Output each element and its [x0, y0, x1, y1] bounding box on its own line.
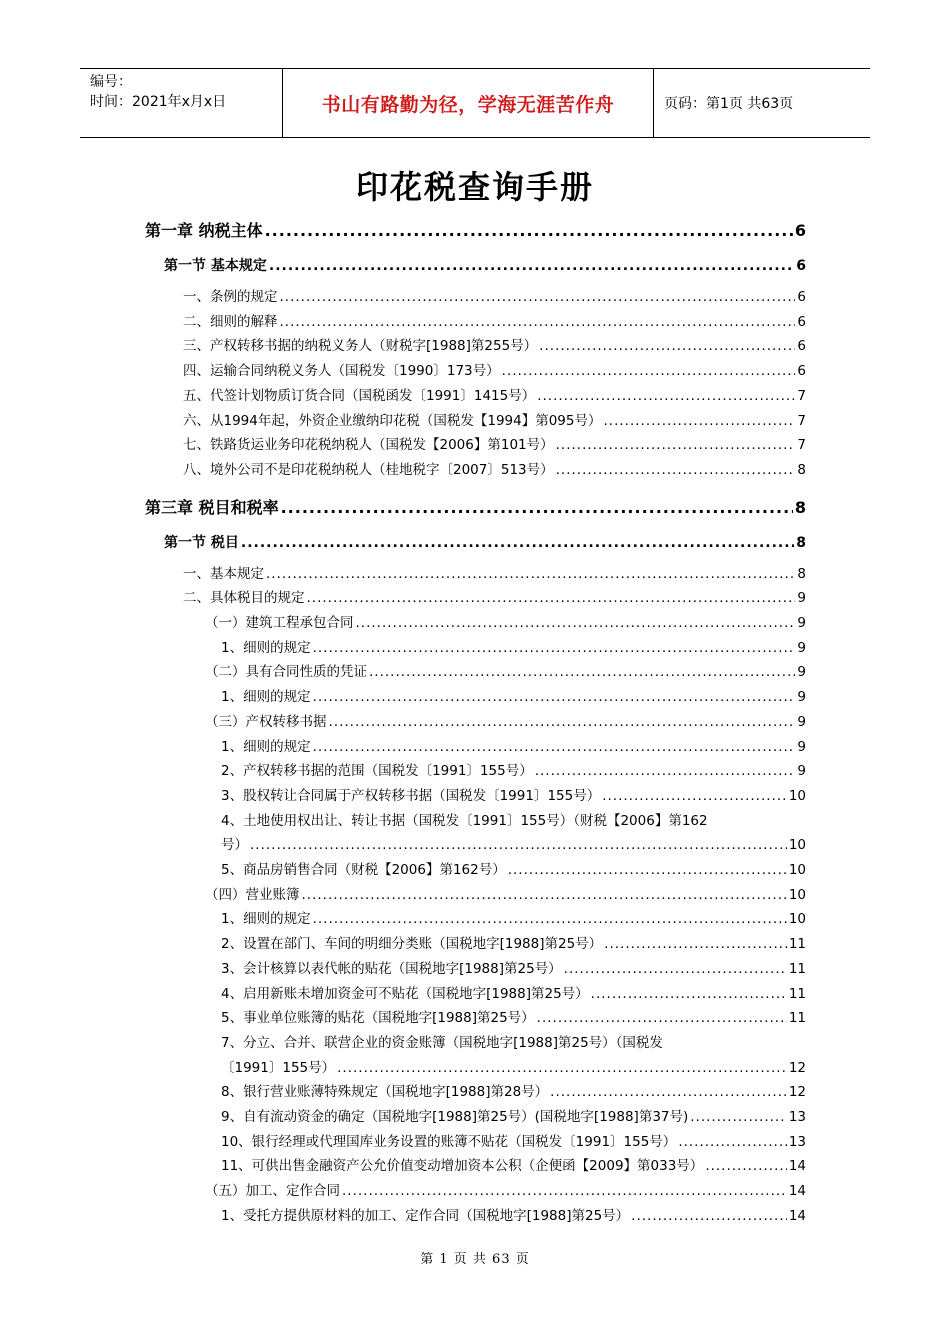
toc-leader [313, 911, 787, 927]
toc-entry[interactable] [221, 636, 806, 656]
toc-entry[interactable] [205, 710, 806, 730]
toc-entry[interactable] [205, 883, 806, 903]
toc-page-number: 6 [797, 289, 806, 305]
toc-heading[interactable] [145, 218, 806, 241]
toc-entry[interactable] [221, 1056, 806, 1076]
toc-page-number: 10 [788, 862, 806, 878]
toc-entry[interactable] [183, 359, 806, 379]
toc-entry[interactable] [221, 1154, 806, 1174]
toc-entry-text: 2、设置在部门、车间的明细分类账（国税地字[1988]第25号） [221, 936, 603, 953]
toc-page-number: 8 [796, 534, 806, 551]
toc-entry[interactable] [221, 685, 806, 705]
toc-entry[interactable] [221, 858, 806, 878]
toc-page-number: 10 [788, 911, 806, 928]
toc-entry-text: 1、细则的规定 [221, 689, 311, 706]
toc-entry[interactable] [183, 409, 806, 429]
toc-entry-text: 2、产权转移书据的范围（国税发〔1991〕155号） [221, 763, 533, 780]
toc-leader [678, 1134, 787, 1150]
toc-entry-text: 5、商品房销售合同（财税【2006】第162号） [221, 862, 506, 878]
toc-entry-text: 第三章 税目和税率 [145, 497, 279, 517]
toc-heading[interactable] [145, 495, 806, 518]
toc-page-number: 12 [788, 1084, 806, 1101]
toc-heading[interactable] [164, 255, 806, 275]
toc-page-number: 10 [788, 837, 806, 854]
toc-page-number: 9 [797, 689, 806, 706]
toc-page-number: 12 [788, 1059, 806, 1076]
toc-page-number: 13 [788, 1109, 806, 1125]
toc-page-number: 6 [797, 363, 806, 380]
toc-page-number: 9 [797, 590, 806, 607]
toc-page-number: 9 [797, 615, 806, 631]
toc-entry-text: 五、代签计划物质订货合同（国税函发〔1991〕1415号） [183, 387, 536, 404]
toc-page-number: 11 [788, 985, 806, 1002]
toc-entry[interactable] [183, 458, 806, 478]
toc-leader [266, 566, 795, 582]
toc-page-number: 7 [797, 387, 806, 404]
toc-entry[interactable] [183, 334, 806, 354]
toc-entry[interactable] [221, 1006, 806, 1026]
toc-leader [535, 763, 796, 779]
toc-leader [537, 388, 795, 404]
toc-entry-text: 1、细则的规定 [221, 911, 311, 928]
toc-page-number: 7 [797, 437, 806, 454]
toc-entry[interactable] [221, 957, 806, 977]
toc-leader [591, 986, 787, 1002]
toc-leader [280, 289, 796, 305]
toc-leader [602, 788, 787, 804]
toc-entry-text: 二、细则的解释 [183, 313, 278, 330]
toc-entry-text: 1、受托方提供原材料的加工、定作合同（国税地字[1988]第25号） [221, 1207, 630, 1224]
toc-entry-text: （五）加工、定作合同 [205, 1183, 340, 1200]
document-title: 印花税查询手册 [355, 168, 594, 206]
toc-entry[interactable] [183, 384, 806, 404]
toc-leader [313, 739, 796, 755]
page-header [80, 68, 870, 138]
toc-entry-text: 3、会计核算以表代帐的贴花（国税地字[1988]第25号） [221, 960, 562, 977]
toc-entry[interactable] [183, 433, 806, 453]
toc-leader [269, 258, 794, 274]
toc-page-number: 6 [797, 313, 806, 330]
toc-entry-text: 第一章 纳税主体 [145, 221, 263, 240]
header-meta [80, 69, 283, 137]
header-motto: 书山有路勤为径，学海无涯苦作舟 [283, 69, 654, 137]
toc-page-number: 9 [797, 738, 806, 755]
toc-entry-text: 9、自有流动资金的确定（国税地字[1988]第25号）(国税地字[1988]第37号) [221, 1109, 689, 1125]
toc-page-number: 8 [797, 565, 806, 582]
toc-leader [539, 338, 795, 354]
toc-page-number: 14 [788, 1183, 806, 1200]
toc-entry-text: 11、可供出售金融资产公允价值变动增加资本公积（企便函【2009】第033号） [221, 1158, 704, 1175]
toc-entry-text: 三、产权转移书据的纳税义务人（财税字[1988]第255号） [183, 338, 538, 355]
toc-leader [313, 689, 796, 705]
toc-entry[interactable] [221, 833, 806, 853]
toc-page-number: 10 [788, 886, 806, 903]
toc-leader [537, 1010, 787, 1026]
toc-page-number: 6 [794, 221, 806, 240]
toc-leader [550, 1084, 787, 1100]
toc-entry-text: 10、银行经理或代理国库业务设置的账簿不贴花（国税发〔1991〕155号） [221, 1133, 677, 1150]
toc-entry-text: 六、从1994年起，外资企业缴纳印花税（国税发【1994】第095号） [183, 412, 602, 429]
toc-entry-text: （四）营业账簿 [205, 886, 300, 903]
toc-page-number: 7 [797, 412, 806, 429]
toc-entry[interactable] [221, 1105, 806, 1125]
toc-entry[interactable] [221, 932, 806, 952]
toc-entry-text: 二、具体税目的规定 [183, 590, 305, 607]
toc-page-number: 14 [788, 1207, 806, 1224]
toc-leader [241, 535, 794, 551]
toc-leader [280, 314, 796, 330]
toc-leader [329, 714, 796, 730]
toc-page-number: 9 [797, 763, 806, 780]
toc-page-number: 6 [796, 258, 806, 274]
toc-entry-continuation: 号） [221, 837, 248, 854]
toc-leader [342, 1183, 787, 1199]
toc-leader [604, 936, 787, 952]
toc-entry[interactable] [205, 1179, 806, 1199]
toc-entry[interactable] [183, 586, 806, 606]
toc-leader [564, 961, 787, 977]
toc-entry[interactable] [205, 611, 806, 631]
toc-entry-text: 1、细则的规定 [221, 639, 311, 656]
toc-entry-text: 四、运输合同纳税义务人（国税发〔1990〕173号） [183, 363, 500, 380]
toc-entry-text: （一）建筑工程承包合同 [205, 615, 354, 631]
toc-entry[interactable] [221, 1130, 806, 1150]
toc-entry[interactable] [221, 759, 806, 779]
toc-leader [356, 615, 796, 631]
toc-page-number: 9 [797, 639, 806, 656]
toc-entry[interactable] [183, 562, 806, 582]
toc-leader [250, 837, 787, 853]
toc-leader [556, 437, 796, 453]
document-code-label: 编号： [90, 74, 132, 90]
toc-page-number: 11 [788, 1010, 806, 1027]
toc-page-number: 11 [788, 960, 806, 977]
toc-entry-text: 8、银行营业账薄特殊规定（国税地字[1988]第28号） [221, 1084, 549, 1101]
toc-leader [265, 221, 793, 240]
toc-leader [302, 887, 787, 903]
toc-entry-text: 3、股权转让合同属于产权转移书据（国税发〔1991〕155号） [221, 787, 601, 804]
toc-leader [690, 1109, 787, 1125]
toc-entry-text: 第一节 税目 [164, 534, 239, 551]
toc-entry-text: 八、境外公司不是印花税纳税人（桂地税字〔2007〕513号） [183, 461, 554, 478]
toc-leader [508, 862, 787, 878]
toc-page-number: 8 [794, 497, 806, 517]
toc-entry-text: 1、细则的规定 [221, 738, 311, 755]
toc-page-number: 13 [788, 1133, 806, 1150]
toc-entry[interactable] [205, 660, 806, 680]
toc-entry-text: 第一节 基本规定 [164, 258, 267, 274]
toc-leader [631, 1208, 787, 1224]
document-date: 时间：2021年x月x日 [90, 94, 227, 110]
toc-leader [337, 1060, 787, 1076]
toc-entry[interactable] [221, 907, 806, 927]
toc-page-number: 10 [788, 787, 806, 804]
toc-entry[interactable] [221, 784, 806, 804]
toc-entry-text: （三）产权转移书据 [205, 713, 327, 730]
toc-page-number: 9 [797, 713, 806, 730]
toc-entry[interactable] [183, 285, 806, 305]
toc-entry[interactable] [221, 1204, 806, 1224]
toc-entry[interactable] [183, 310, 806, 330]
toc-page-number: 11 [788, 936, 806, 953]
toc-heading[interactable] [164, 532, 806, 552]
toc-leader [603, 413, 795, 429]
toc-entry-text: 七、铁路货运业务印花税纳税人（国税发【2006】第101号） [183, 437, 554, 454]
toc-leader [556, 462, 796, 478]
toc-entry-text[interactable]: 4、土地使用权出让、转让书据（国税发〔1991〕155号）（财税【2006】第162 [221, 812, 708, 829]
header-page-info: 页码：第1页 共63页 [664, 96, 794, 112]
toc-leader [705, 1158, 787, 1174]
toc-entry-text: 5、事业单位账簿的贴花（国税地字[1988]第25号） [221, 1010, 535, 1027]
toc-page-number: 8 [797, 461, 806, 478]
toc-page-number: 14 [788, 1158, 806, 1175]
toc-page-number: 9 [797, 664, 806, 681]
page-footer: 第 1 页 共 63 页 [420, 1252, 530, 1267]
toc-entry[interactable] [221, 1080, 806, 1100]
toc-entry[interactable] [221, 735, 806, 755]
toc-leader [307, 590, 796, 606]
toc-entry-text: （二）具有合同性质的凭证 [205, 664, 367, 681]
toc-entry-text[interactable]: 7、分立、合并、联营企业的资金账簿（国税地字[1988]第25号）（国税发 [221, 1034, 663, 1051]
toc-entry[interactable] [221, 982, 806, 1002]
toc-leader [281, 498, 793, 517]
toc-leader [369, 664, 795, 680]
toc-entry-text: 一、基本规定 [183, 565, 264, 582]
toc-entry-continuation: 〔1991〕155号） [221, 1059, 336, 1076]
toc-entry-text: 一、条例的规定 [183, 289, 278, 305]
toc-entry-text: 4、启用新账未增加资金可不贴花（国税地字[1988]第25号） [221, 985, 589, 1002]
toc-leader [313, 640, 796, 656]
toc-leader [502, 363, 796, 379]
toc-page-number: 6 [797, 338, 806, 355]
